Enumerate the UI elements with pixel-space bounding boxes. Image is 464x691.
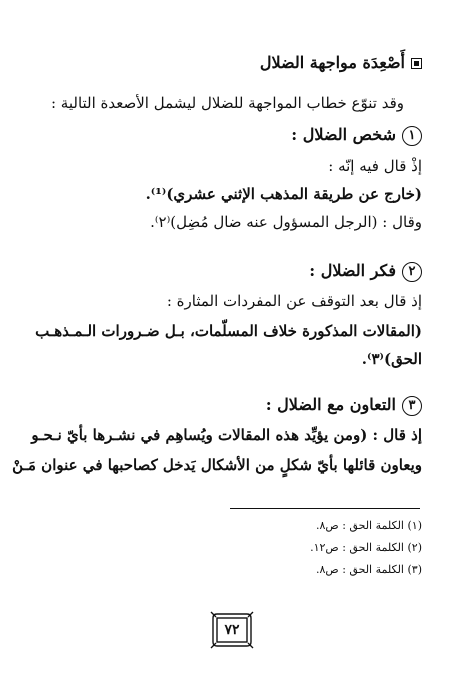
subsection-3-title (40, 394, 422, 416)
s2-quote-line1: (المقالات المذكورة خلاف المسلّمات، بـل ضـرورات الـمـذهـب (35, 322, 422, 340)
section-heading (40, 52, 422, 74)
s1-quote: (خارج عن طريقة المذهب الإثني عشري)⁽¹⁾. (145, 185, 422, 203)
s1-line1: إذْ قال فيه إنّه : (328, 157, 422, 175)
subsection-3-title-text: التعاون مع الضلال : (265, 395, 396, 414)
subsection-1-title (40, 124, 422, 146)
s3-quote-line1: إذ قال : (ومن يؤيِّد هذه المقالات ويُساهِم في نشـرها بأيّ نـحـو (31, 426, 422, 444)
subsection-2-title (40, 260, 422, 282)
page-number: ٧٢ (224, 622, 240, 638)
footnote-1: (١) الكلمة الحق : ص٨. (316, 519, 422, 532)
s1-line3: وقال : (الرجل المسؤول عنه ضال مُضِل)⁽٢⁾. (150, 213, 422, 231)
circled-number-2: ٢ (402, 262, 422, 282)
s2-quote-line2: الحق)⁽٣⁾. (361, 350, 422, 368)
circled-number-3: ٣ (402, 396, 422, 416)
page-number-frame (209, 610, 255, 650)
subsection-1-title-text: شخص الضلال : (291, 125, 396, 144)
footnote-3: (٣) الكلمة الحق : ص٨. (316, 563, 422, 576)
heading-text: أَصْعِدَة مواجهة الضلال (259, 53, 405, 72)
s3-quote-line2: ويعاون قائلها بأيّ شكلٍ من الأشكال يَدخل كصاحبها في عنوان مَـنْ (12, 456, 422, 474)
intro-paragraph: وقد تنوّع خطاب المواجهة للضلال ليشمل الأصعدة التالية : (50, 94, 404, 112)
footnote-2: (٢) الكلمة الحق : ص١٢. (310, 541, 422, 554)
subsection-2-title-text: فكر الضلال : (309, 261, 396, 280)
square-bullet-icon (411, 58, 422, 69)
s2-line1: إذ قال بعد التوقف عن المفردات المثارة : (166, 292, 422, 310)
footnote-divider (230, 508, 420, 509)
circled-number-1: ١ (402, 126, 422, 146)
